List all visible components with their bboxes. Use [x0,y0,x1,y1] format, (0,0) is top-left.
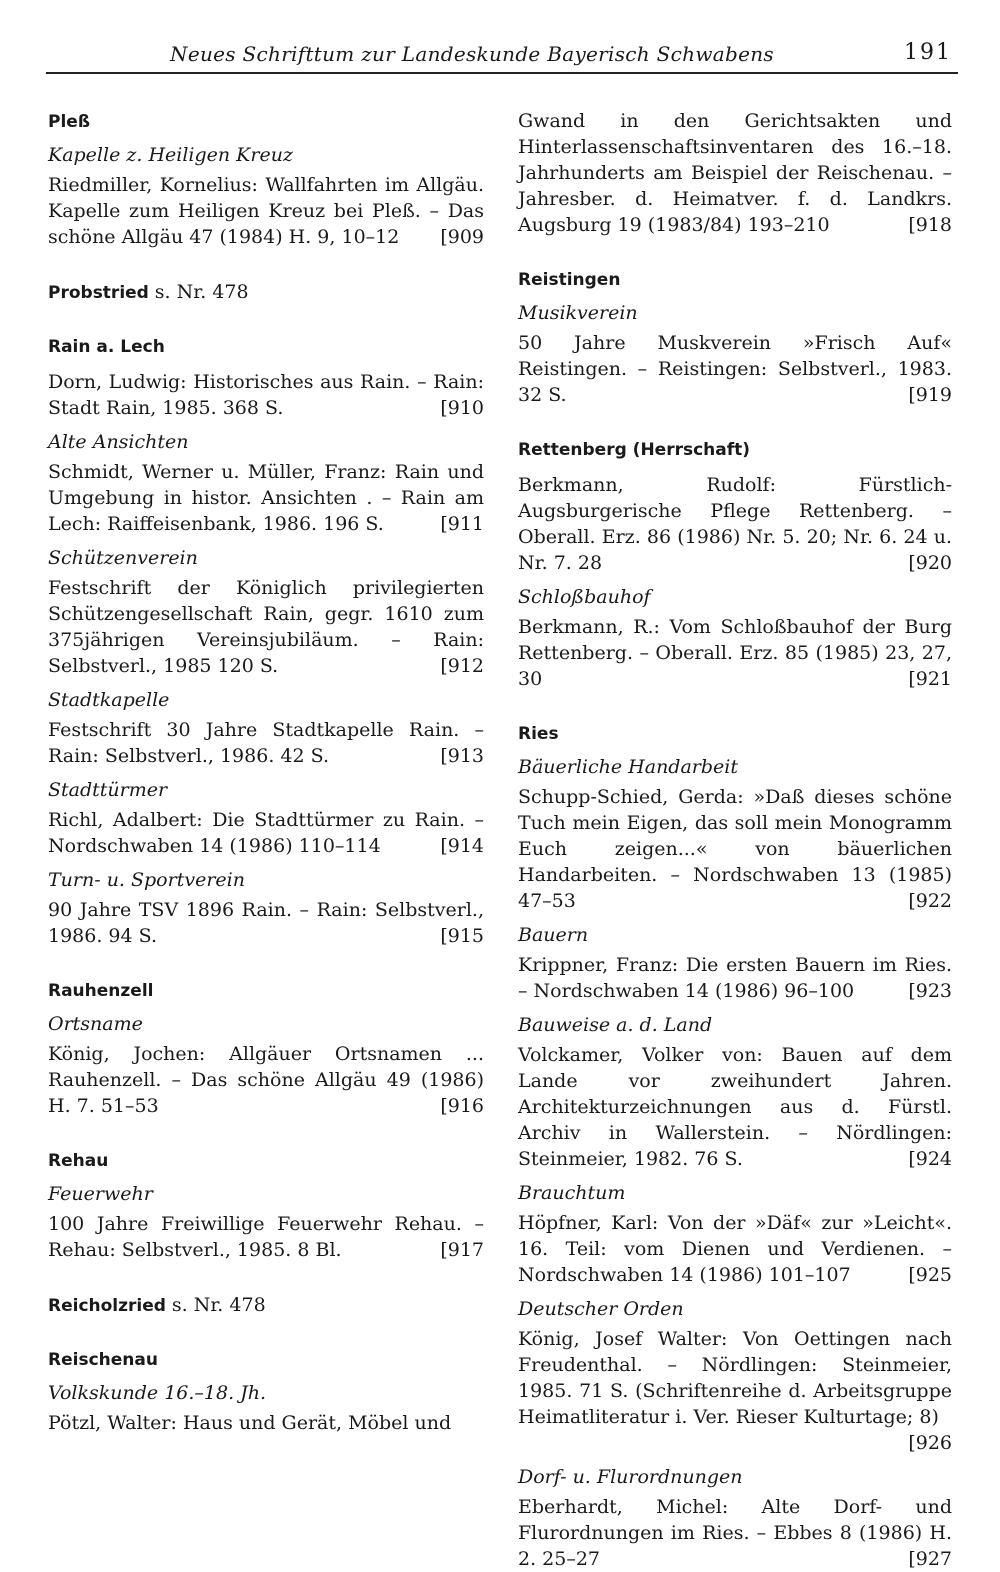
entry-text: König, Josef Walter: Von Oettingen nach Freudenthal. – Nördlingen: Steinmeier, 1985. 71 S. (Schriftenreihe d. Arbeitsgruppe Heimatliteratur i. Ver. Rieser Kulturtage; 8) [518,1328,952,1428]
bibliography-entry [518,472,952,576]
bibliography-entry [518,1210,952,1288]
running-head-title: Neues Schrifttum zur Landeskunde Bayerisch Schwabens [170,42,774,66]
topic-heading: Bauweise a. d. Land [518,1014,713,1036]
bibliography-entry [48,1041,484,1119]
entry-number: [922 [908,890,952,912]
entry-number: [918 [908,214,952,236]
topic-heading: Stadttürmer [48,779,168,801]
place-name: Probstried [48,283,149,303]
entry-text: Höpfner, Karl: Von der »Däf« zur »Leicht«. 16. Teil: vom Dienen und Verdienen. – Nordschwaben 14 (1986) 101–107 [518,1212,952,1286]
topic-heading: Volkskunde 16.–18. Jh. [48,1382,267,1404]
entry-text: 50 Jahre Muskverein »Frisch Auf« Reistingen. – Reistingen: Selbstverl., 1983. 32 S. [518,332,952,406]
bibliography-entry [48,172,484,250]
entry-number: [914 [440,835,484,857]
entry-number: [927 [908,1548,952,1570]
topic-heading: Deutscher Orden [518,1298,684,1320]
bibliography-entry [48,1211,484,1263]
place-heading: Rauhenzell [48,981,154,1001]
entry-text: Dorn, Ludwig: Historisches aus Rain. – Rain: Stadt Rain, 1985. 368 S. [48,371,484,419]
bibliography-entry [518,1042,952,1172]
place-name: Reicholzried [48,1296,166,1316]
entry-text: Schmidt, Werner u. Müller, Franz: Rain und Umgebung in histor. Ansichten . – Rain am Lech: Raiffeisenbank, 1986. 196 S. [48,461,484,535]
topic-heading: Bäuerliche Handarbeit [518,756,738,778]
entry-text: Eberhardt, Michel: Alte Dorf- und Flurordnungen im Ries. – Ebbes 8 (1986) H. 2. 25–27 [518,1496,952,1570]
entry-text: Berkmann, R.: Vom Schloßbauhof der Burg Rettenberg. – Oberall. Erz. 85 (1985) 23, 27, 30 [518,616,952,690]
place-heading: Rettenberg (Herrschaft) [518,440,751,460]
bibliography-entry-continued [518,108,952,238]
entry-text: Schupp-Schied, Gerda: »Daß dieses schöne Tuch mein Eigen, das soll mein Monogramm Euch zeigen...« von bäuerlichen Handarbeiten. – Nordschwaben 13 (1985) 47–53 [518,786,952,912]
bibliography-entry [48,459,484,537]
topic-heading: Musikverein [518,302,638,324]
topic-heading: Stadtkapelle [48,689,170,711]
entry-text: Gwand in den Gerichtsakten und Hinterlassenschaftsinventaren des 16.–18. Jahrhunderts am Beispiel der Reischenau. – Jahresber. d. Heimatver. f. d. Landkrs. Augsburg 19 (1983/84) 193–210 [518,110,952,236]
entry-number: [921 [908,668,952,690]
place-heading: Pleß [48,112,91,132]
place-heading: Reischenau [48,1350,158,1370]
cross-reference: s. Nr. 478 [154,281,249,303]
entry-number: [911 [440,513,484,535]
topic-heading: Kapelle z. Heiligen Kreuz [48,144,293,166]
topic-heading: Ortsname [48,1013,143,1035]
bibliography-entry [48,575,484,679]
running-header [46,40,958,74]
entry-text: 90 Jahre TSV 1896 Rain. – Rain: Selbstverl., 1986. 94 S. [48,899,484,947]
topic-heading: Alte Ansichten [48,431,189,453]
entry-number: [924 [908,1148,952,1170]
bibliography-entry [518,784,952,914]
entry-text: König, Jochen: Allgäuer Ortsnamen ... Rauhenzell. – Das schöne Allgäu 49 (1986) H. 7. 51–53 [48,1043,484,1117]
entry-number: [915 [440,925,484,947]
page-number: 191 [904,40,952,65]
entry-number: [917 [440,1239,484,1261]
place-heading: Ries [518,724,559,744]
place-heading: Rehau [48,1151,109,1171]
entry-number: [923 [908,980,952,1002]
topic-heading: Brauchtum [518,1182,626,1204]
bibliography-entry [48,897,484,949]
place-heading: Reistingen [518,270,621,290]
topic-heading: Feuerwehr [48,1183,153,1205]
place-heading: Rain a. Lech [48,337,165,357]
entry-number: [926 [908,1432,952,1454]
left-column [48,110,484,1436]
bibliography-entry [518,1494,952,1572]
topic-heading: Dorf- u. Flurordnungen [518,1466,743,1488]
entry-number: [909 [440,226,484,248]
entry-text: Festschrift der Königlich privilegierten Schützengesellschaft Rain, gegr. 1610 zum 375jährigen Vereinsjubiläum. – Rain: Selbstverl., 1985 120 S. [48,577,484,677]
place-heading [48,280,484,305]
bibliography-entry [518,330,952,408]
bibliography-entry [518,952,952,1004]
entry-text: Berkmann, Rudolf: Fürstlich-Augsburgerische Pflege Rettenberg. – Oberall. Erz. 86 (1986) Nr. 5. 20; Nr. 6. 24 u. Nr. 7. 28 [518,474,952,574]
bibliography-entry [48,717,484,769]
entry-text: Richl, Adalbert: Die Stadttürmer zu Rain. – Nordschwaben 14 (1986) 110–114 [48,809,484,857]
bibliography-entry [518,614,952,692]
topic-heading: Schloßbauhof [518,586,651,608]
entry-text: Riedmiller, Kornelius: Wallfahrten im Allgäu. Kapelle zum Heiligen Kreuz bei Pleß. – Das schöne Allgäu 47 (1984) H. 9, 10–12 [48,174,484,248]
right-column [518,108,952,1572]
bibliography-entry [48,369,484,421]
topic-heading: Schützenverein [48,547,198,569]
entry-number: [912 [440,655,484,677]
entry-number: [919 [908,384,952,406]
cross-reference: s. Nr. 478 [171,1294,266,1316]
entry-number: [913 [440,745,484,767]
entry-number: [910 [440,397,484,419]
bibliography-entry [518,1326,952,1456]
entry-number: [925 [908,1264,952,1286]
place-heading [48,1293,484,1318]
entry-text: Festschrift 30 Jahre Stadtkapelle Rain. – Rain: Selbstverl., 1986. 42 S. [48,719,484,767]
entry-text: Volckamer, Volker von: Bauen auf dem Lande vor zweihundert Jahren. Architekturzeichnungen aus d. Fürstl. Archiv in Wallerstein. – Nördlingen: Steinmeier, 1982. 76 S. [518,1044,952,1170]
entry-number: [920 [908,552,952,574]
topic-heading: Turn- u. Sportverein [48,869,245,891]
bibliography-entry [48,807,484,859]
bibliography-entry: Pötzl, Walter: Haus und Gerät, Möbel und [48,1412,452,1434]
entry-text: 100 Jahre Freiwillige Feuerwehr Rehau. – Rehau: Selbstverl., 1985. 8 Bl. [48,1213,484,1261]
entry-text: Krippner, Franz: Die ersten Bauern im Ries. – Nordschwaben 14 (1986) 96–100 [518,954,952,1002]
topic-heading: Bauern [518,924,589,946]
entry-number: [916 [440,1095,484,1117]
